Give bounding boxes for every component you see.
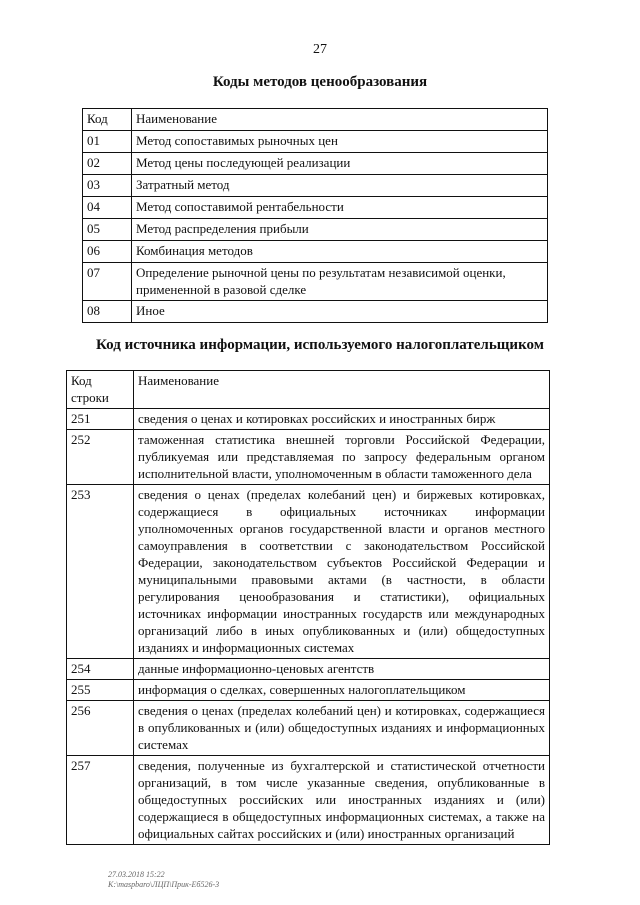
row-code: 07 bbox=[83, 263, 132, 301]
table-header-row bbox=[83, 109, 548, 131]
row-code: 255 bbox=[67, 680, 134, 701]
info-source-table bbox=[66, 370, 550, 845]
table-row bbox=[83, 301, 548, 323]
header-code: Код строки bbox=[67, 371, 134, 409]
row-name: сведения о ценах (пределах колебаний цен) и биржевых котировках, содержащиеся в официальных источниках информации уполномоченных органов государственной власти и органов местного самоуправления в соответствии с законодательством Российской Федерации, законодательством субъектов Российской Федерации и муниципальными правовыми актами (в частности, в области регулирования ценообразования и статистики), официальных источниках информации иностранных государств или международных организаций либо в иных опубликованных и (или) общедоступных изданиях и информационных системах bbox=[134, 485, 550, 659]
table-row bbox=[83, 219, 548, 241]
table-row bbox=[67, 409, 550, 430]
table-row bbox=[67, 659, 550, 680]
row-code: 253 bbox=[67, 485, 134, 659]
table-row bbox=[83, 197, 548, 219]
table-row bbox=[83, 175, 548, 197]
row-code: 254 bbox=[67, 659, 134, 680]
row-code: 02 bbox=[83, 153, 132, 175]
header-code: Код bbox=[83, 109, 132, 131]
table-header-row bbox=[67, 371, 550, 409]
row-name: сведения, полученные из бухгалтерской и статистической отчетности организаций, в том числе указанные сведения, опубликованные в общедоступных российских или иностранных изданиях и (или) содержащиеся в общедоступных информационных системах, а также на официальных сайтах российских и (или) иностранных организаций bbox=[134, 756, 550, 845]
header-name: Наименование bbox=[132, 109, 548, 131]
row-name: сведения о ценах и котировках российских и иностранных бирж bbox=[134, 409, 550, 430]
footer-date: 27.03.2018 15:22 bbox=[108, 870, 165, 879]
row-code: 251 bbox=[67, 409, 134, 430]
table-row bbox=[67, 680, 550, 701]
row-code: 252 bbox=[67, 430, 134, 485]
row-name: данные информационно-ценовых агентств bbox=[134, 659, 550, 680]
footer-path: K:\maspbaro\ЛЦП\Прик-Еб526-3 bbox=[108, 880, 220, 889]
footer-stamp bbox=[108, 870, 219, 890]
row-code: 256 bbox=[67, 701, 134, 756]
row-name: информация о сделках, совершенных налогоплательщиком bbox=[134, 680, 550, 701]
header-name: Наименование bbox=[134, 371, 550, 409]
table-row bbox=[67, 701, 550, 756]
table-row bbox=[83, 263, 548, 301]
table-row bbox=[67, 756, 550, 845]
row-code: 03 bbox=[83, 175, 132, 197]
table-row bbox=[67, 430, 550, 485]
row-name: Метод распределения прибыли bbox=[132, 219, 548, 241]
table-row bbox=[83, 241, 548, 263]
row-code: 257 bbox=[67, 756, 134, 845]
page-number: 27 bbox=[313, 42, 327, 57]
row-name: Определение рыночной цены по результатам независимой оценки, примененной в разовой сделке bbox=[132, 263, 548, 301]
row-name: Затратный метод bbox=[132, 175, 548, 197]
row-code: 05 bbox=[83, 219, 132, 241]
row-name: сведения о ценах (пределах колебаний цен) и котировках, содержащиеся в опубликованных и (или) общедоступных изданиях и информационных системах bbox=[134, 701, 550, 756]
table-row bbox=[83, 131, 548, 153]
row-code: 01 bbox=[83, 131, 132, 153]
row-name: Иное bbox=[132, 301, 548, 323]
row-code: 04 bbox=[83, 197, 132, 219]
table-row bbox=[83, 153, 548, 175]
row-name: таможенная статистика внешней торговли Российской Федерации, публикуемая или представляемая по запросу федеральным органом исполнительной власти, уполномоченным в области таможенного дела bbox=[134, 430, 550, 485]
pricing-methods-table bbox=[82, 108, 548, 323]
row-name: Метод сопоставимой рентабельности bbox=[132, 197, 548, 219]
info-source-title: Код источника информации, используемого налогоплательщиком bbox=[96, 337, 544, 353]
pricing-methods-title: Коды методов ценообразования bbox=[212, 74, 428, 90]
row-name: Комбинация методов bbox=[132, 241, 548, 263]
row-code: 08 bbox=[83, 301, 132, 323]
table-row bbox=[67, 485, 550, 659]
row-name: Метод сопоставимых рыночных цен bbox=[132, 131, 548, 153]
row-name: Метод цены последующей реализации bbox=[132, 153, 548, 175]
row-code: 06 bbox=[83, 241, 132, 263]
